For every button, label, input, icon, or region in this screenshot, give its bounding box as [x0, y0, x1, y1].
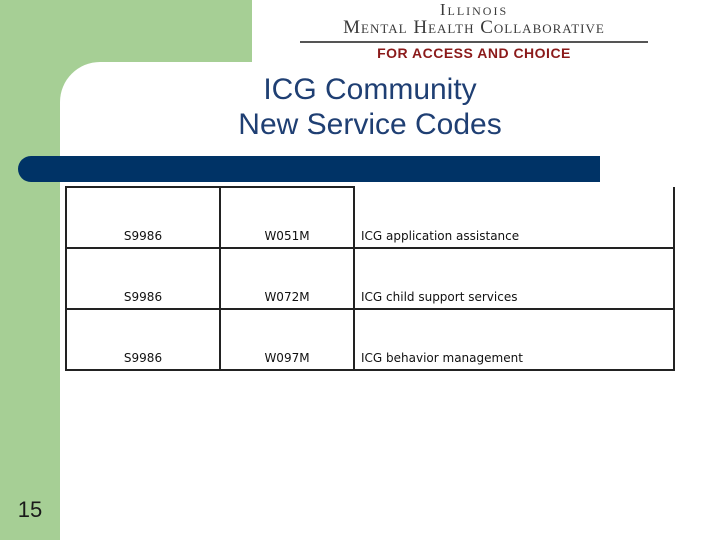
description-cell: ICG application assistance — [354, 187, 674, 248]
modifier-cell: W097M — [220, 309, 354, 370]
slide-title-line-1: ICG Community — [263, 73, 477, 106]
code-cell: S9986 — [66, 309, 220, 370]
table-row — [66, 248, 674, 309]
slide-number: 15 — [17, 497, 43, 522]
slide-title-line-2: New Service Codes — [238, 108, 502, 141]
slide-title — [160, 72, 580, 142]
modifier-cell: W072M — [220, 248, 354, 309]
logo-line-collaborative: Mental Health Collaborative — [343, 17, 605, 38]
logo-tagline: FOR ACCESS AND CHOICE — [377, 45, 571, 61]
description-cell: ICG behavior management — [354, 309, 674, 370]
logo-divider — [300, 41, 648, 43]
description-cell: ICG child support services — [354, 248, 674, 309]
title-divider-bar — [18, 156, 600, 182]
logo-line-illinois: Illinois — [439, 0, 509, 19]
code-cell: S9986 — [66, 187, 220, 248]
collaborative-logo — [296, 0, 652, 66]
code-cell: S9986 — [66, 248, 220, 309]
modifier-cell: W051M — [220, 187, 354, 248]
service-codes-table — [65, 186, 675, 371]
table-row — [66, 309, 674, 370]
table-row — [66, 187, 674, 248]
